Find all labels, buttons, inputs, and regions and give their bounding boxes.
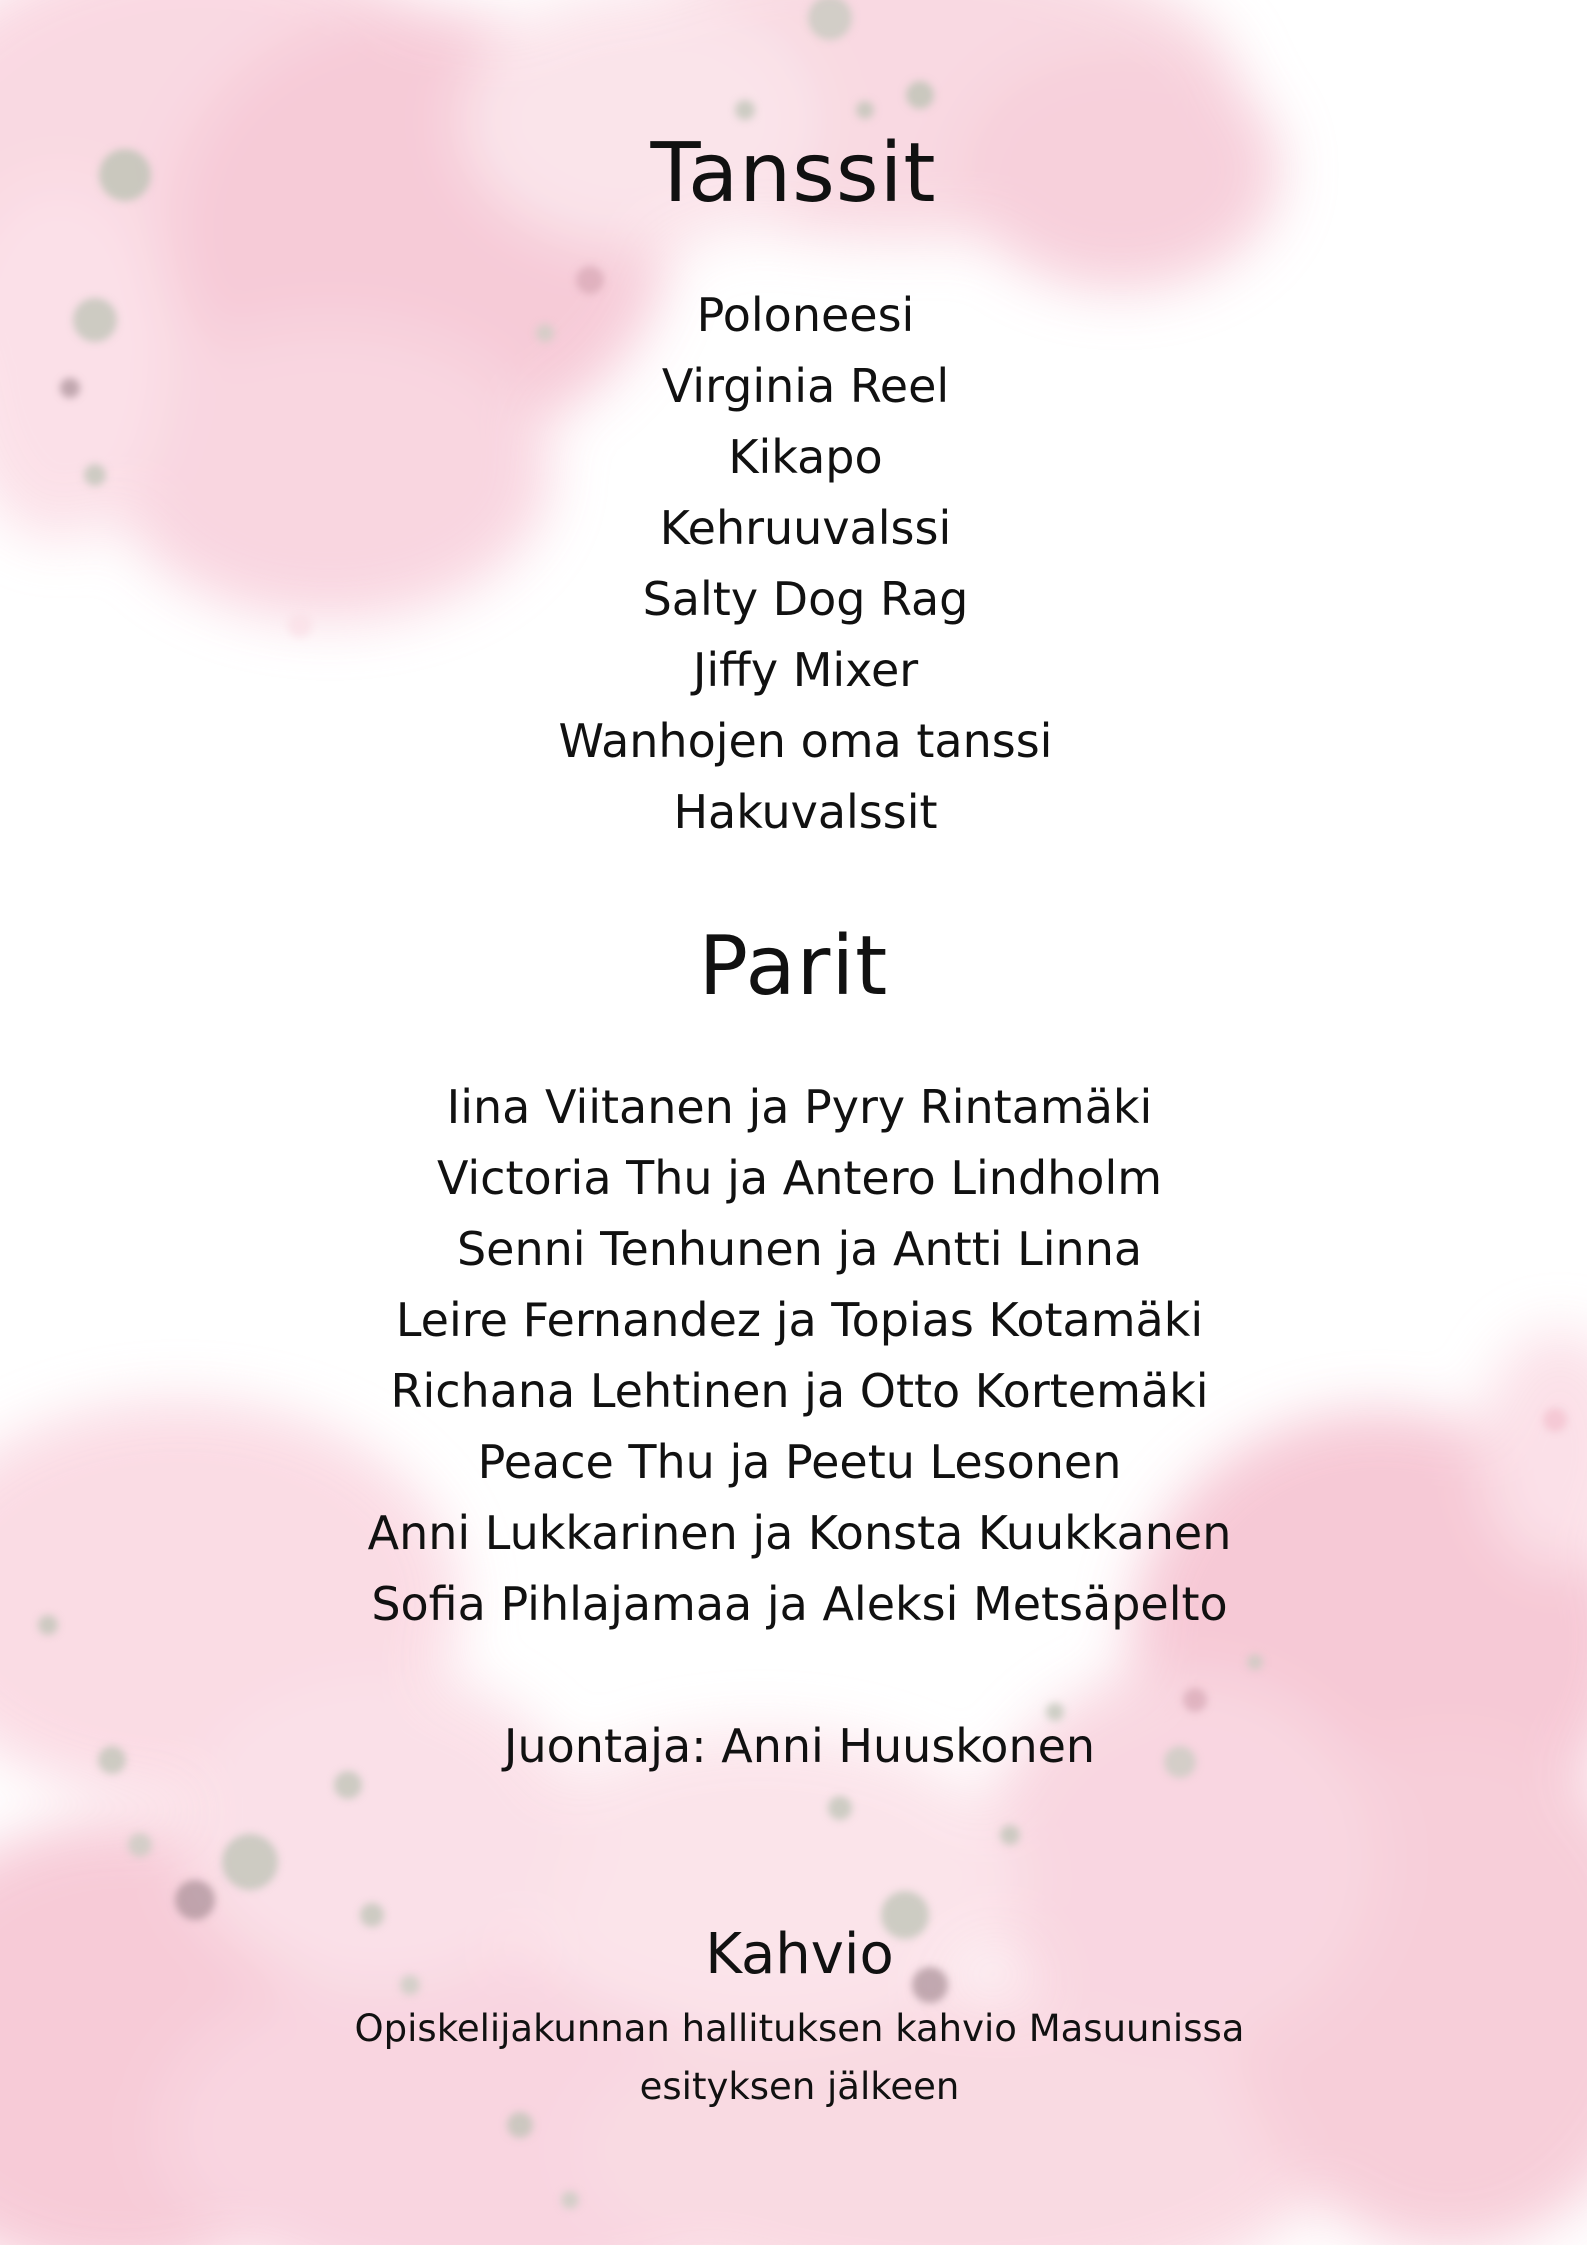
dance-item: Hakuvalssit — [673, 785, 938, 839]
dance-item: Poloneesi — [696, 288, 915, 342]
dance-item: Salty Dog Rag — [642, 572, 969, 626]
dances-title: Tanssit — [650, 126, 937, 221]
dances-list — [12, 280, 1587, 848]
dance-item: Wanhojen oma tanssi — [558, 714, 1053, 768]
cafe-line-2: esityksen jälkeen — [639, 2065, 960, 2108]
pair-item: Sofia Pihlajamaa ja Aleksi Metsäpelto — [371, 1577, 1228, 1631]
cafe-line-1: Opiskelijakunnan hallituksen kahvio Masuunissa — [354, 2007, 1245, 2050]
pairs-title: Parit — [698, 919, 889, 1014]
dance-item: Kikapo — [728, 430, 883, 484]
pair-item: Senni Tenhunen ja Antti Linna — [456, 1222, 1143, 1276]
host-line: Juontaja: Anni Huuskonen — [503, 1719, 1096, 1773]
dance-item: Kehruuvalssi — [659, 501, 952, 555]
pair-item: Iina Viitanen ja Pyry Rintamäki — [446, 1080, 1153, 1134]
cafe-title: Kahvio — [705, 1922, 894, 1987]
pairs-list — [6, 1072, 1587, 1640]
dance-item: Virginia Reel — [661, 359, 950, 413]
pair-item: Anni Lukkarinen ja Konsta Kuukkanen — [367, 1506, 1232, 1560]
pair-item: Richana Lehtinen ja Otto Kortemäki — [390, 1364, 1209, 1418]
pair-item: Peace Thu ja Peetu Lesonen — [477, 1435, 1122, 1489]
pair-item: Victoria Thu ja Antero Lindholm — [436, 1151, 1163, 1205]
cafe-description — [6, 2000, 1587, 2116]
dance-item: Jiffy Mixer — [692, 643, 919, 697]
pair-item: Leire Fernandez ja Topias Kotamäki — [395, 1293, 1204, 1347]
